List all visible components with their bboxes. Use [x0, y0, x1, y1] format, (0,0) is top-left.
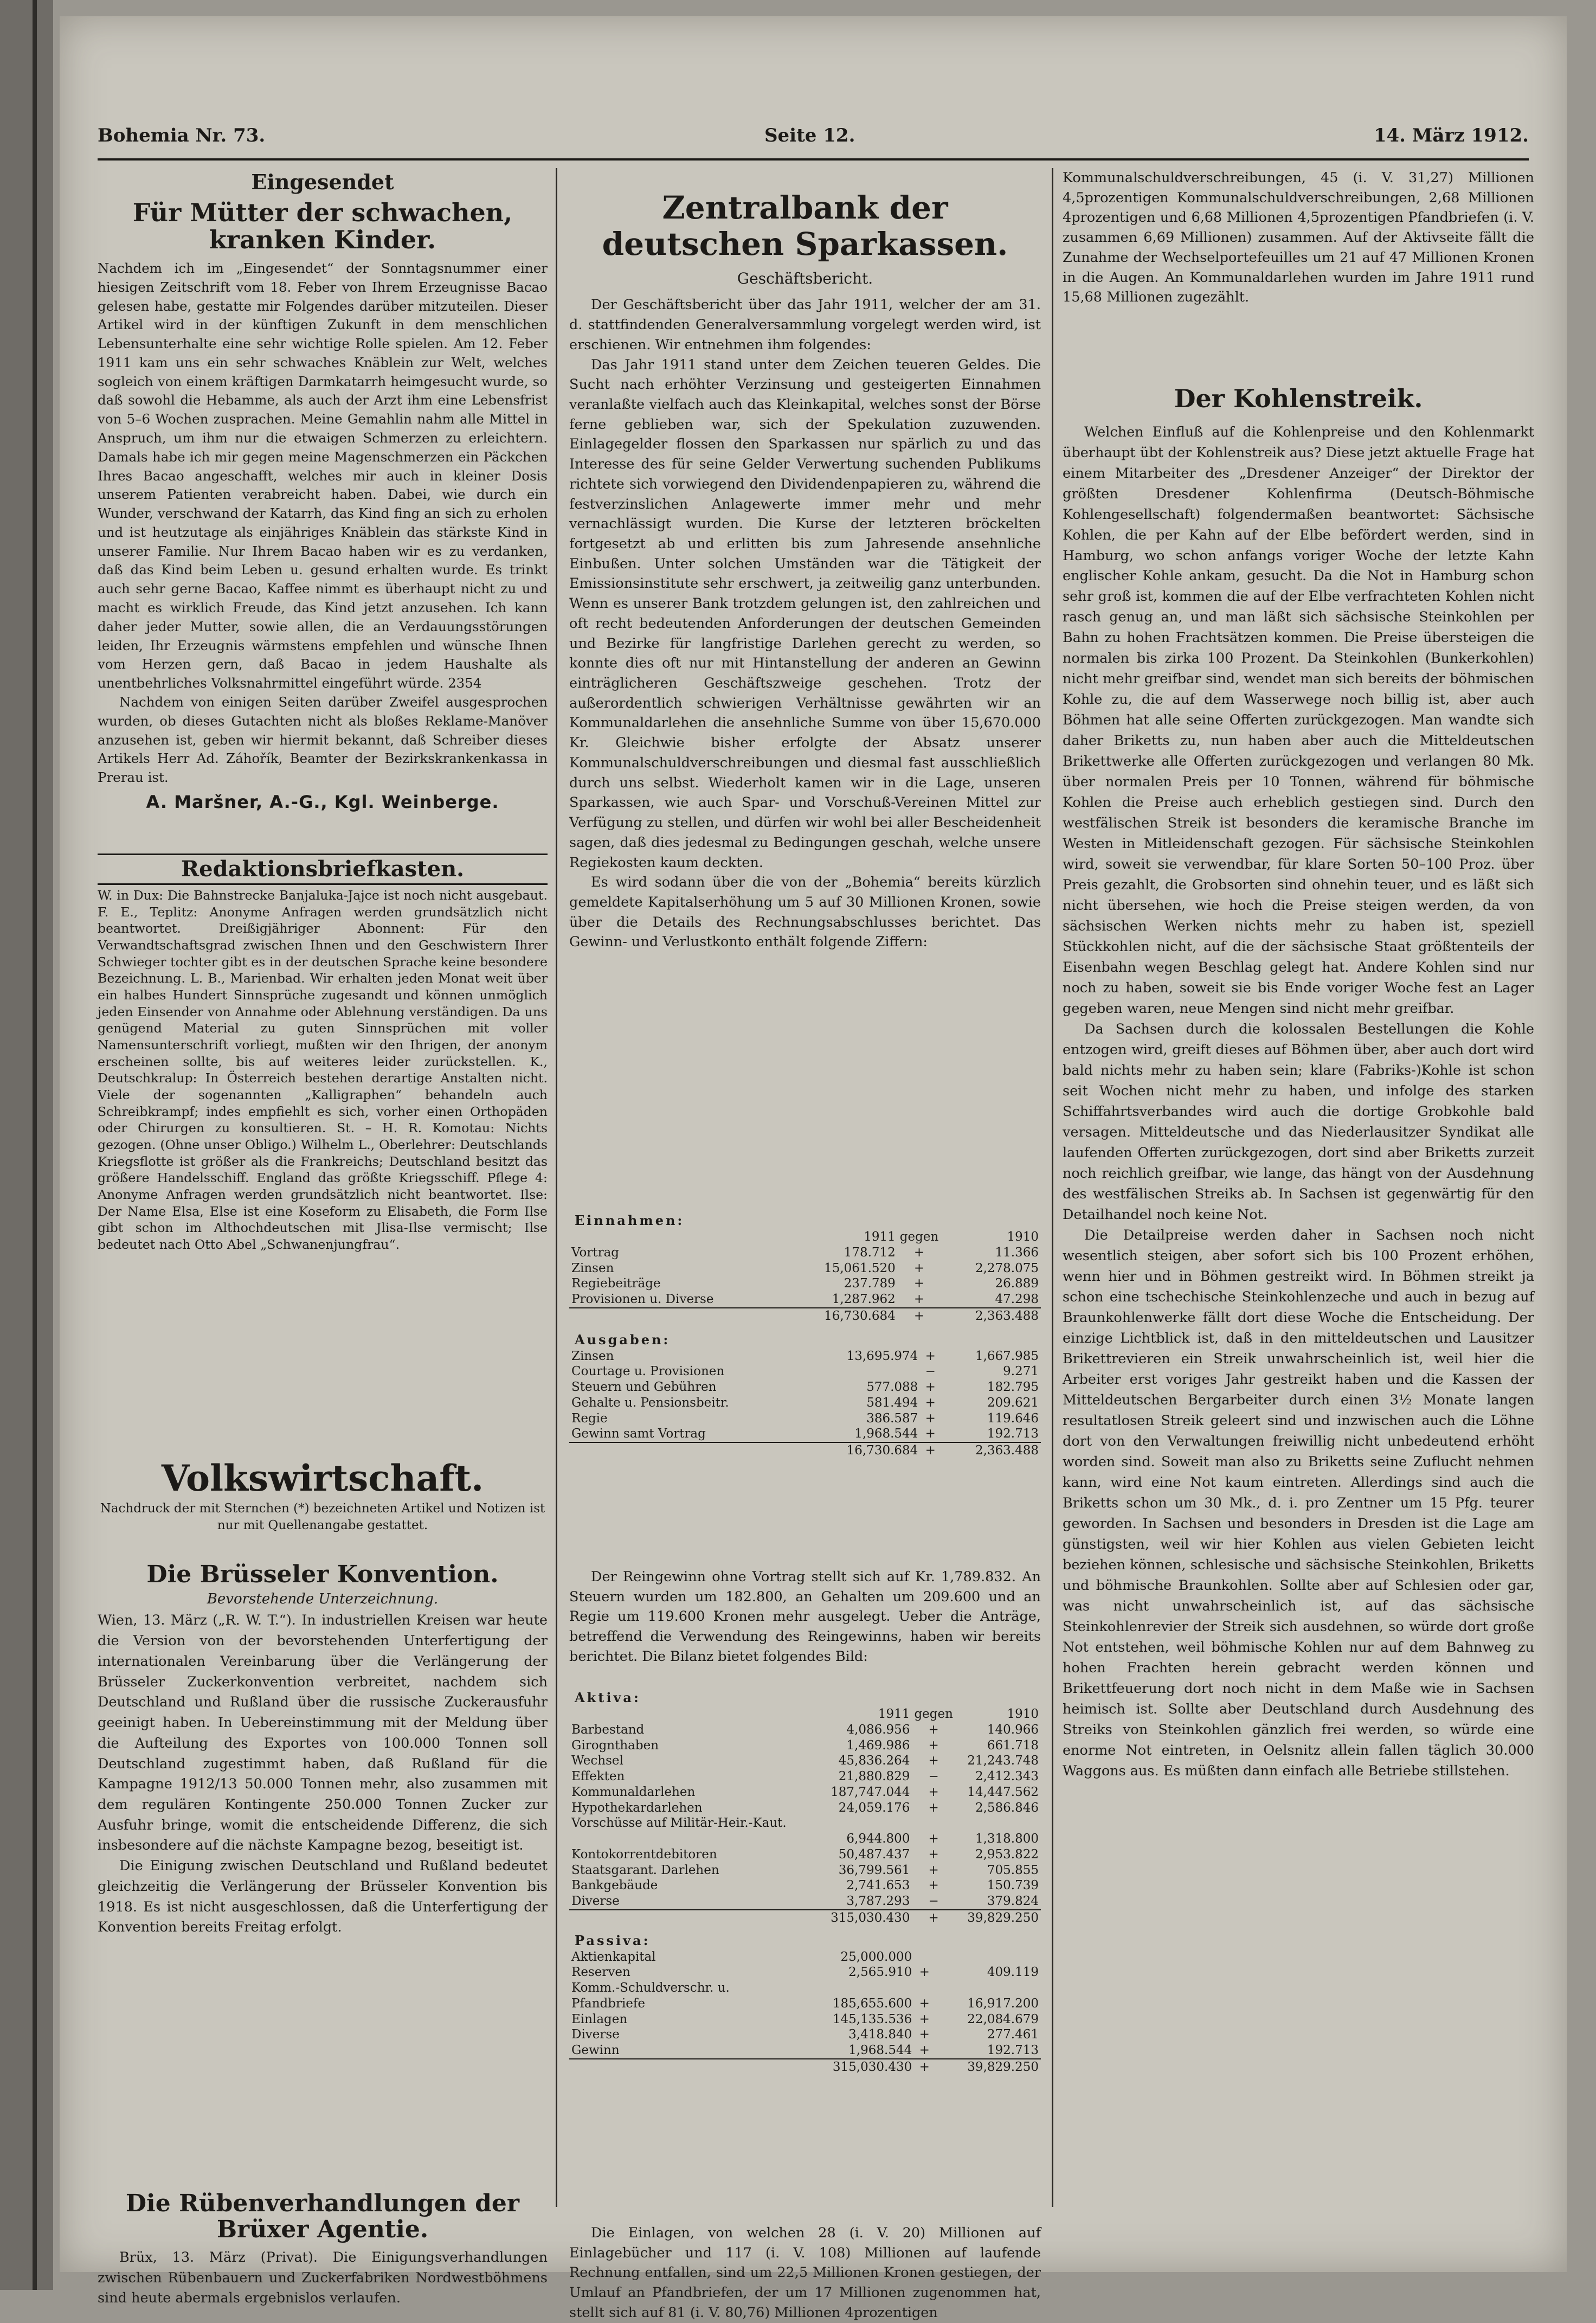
- table-einnahmen: [569, 1229, 1041, 1324]
- value-1911: 1,287.962: [832, 1292, 896, 1306]
- article-followup: Nachdem von einigen Seiten darüber Zweifel ausgesprochen wurden, ob dieses Gutachten nicht als bloßes Reklame-Manöver anzusehen ist, geben wir hiermit bekannt, daß Schreiber dieses Artikels Herr Ad. Záhořík, Beamter der Bezirkskrankenkassa in Prerau ist.: [98, 694, 548, 786]
- row-label: Zinsen: [571, 1349, 614, 1363]
- value-1911: 21,880.829: [838, 1769, 910, 1783]
- change-sign: +: [925, 1349, 936, 1363]
- change-sign: +: [919, 1996, 930, 2011]
- article-capital: Es wird sodann über die von der „Bohemia“ bereits kürzlich gemeldete Kapitalserhöhung um 5 auf 30 Millionen Kronen, sowie über die Details des Rechnungsabschlusses berichtet. Das Gewinn- und Verlustkonto enthält folgende Ziffern:: [569, 874, 1041, 951]
- table-column-headers: [569, 1706, 1041, 1722]
- section-label: Eingesendet: [251, 170, 394, 194]
- table-body: [569, 1245, 1041, 1308]
- row-label: Bankgebäude: [571, 1878, 658, 1893]
- table-row: [569, 1722, 1041, 1738]
- value-1910: 2,953.822: [975, 1847, 1039, 1862]
- value-1910: 11.366: [995, 1245, 1039, 1260]
- change-sign: −: [928, 1894, 939, 1908]
- table-row: [569, 1379, 1041, 1395]
- table-row: [569, 1261, 1041, 1276]
- value-1910: 21,243.748: [967, 1754, 1039, 1768]
- table-heading-ausgaben: Ausgaben:: [575, 1331, 671, 1347]
- value-1910: 379.824: [987, 1894, 1039, 1908]
- value-1911: 50,487.437: [838, 1847, 910, 1862]
- row-label: Kontokorrentdebitoren: [571, 1847, 717, 1862]
- table-row: [569, 1292, 1041, 1308]
- value-1910: 2,412.343: [975, 1769, 1039, 1783]
- section-title: Redaktionsbriefkasten.: [181, 856, 465, 882]
- row-label: Courtage u. Provisionen: [571, 1364, 725, 1379]
- total-op: +: [912, 1910, 955, 1926]
- row-label: Effekten: [571, 1769, 625, 1783]
- table-body: [569, 1349, 1041, 1443]
- table-total-row: [569, 1910, 1041, 1926]
- col-header-1910: 1910: [1007, 1707, 1039, 1721]
- table-body: [569, 1949, 1041, 2059]
- value-1910: 1,667.985: [975, 1349, 1039, 1363]
- table-row: [569, 1753, 1041, 1769]
- value-1910: 150.739: [987, 1878, 1039, 1893]
- value-1911: 24,059.176: [838, 1800, 910, 1815]
- total-op: +: [914, 2059, 935, 2075]
- total-1911: 16,730.684: [808, 1442, 920, 1459]
- row-label: Komm.-Schuldverschr. u.: [571, 1981, 730, 1995]
- value-1911: [797, 1980, 914, 1996]
- row-label: Girognthaben: [571, 1738, 659, 1753]
- total-op: +: [920, 1442, 941, 1459]
- column-divider: [556, 168, 557, 2207]
- change-sign: +: [928, 1832, 939, 1846]
- row-label: Provisionen u. Diverse: [571, 1292, 714, 1306]
- table-row: [569, 1878, 1041, 1894]
- col-header-gegen: gegen: [899, 1230, 939, 1244]
- change-sign: +: [925, 1380, 936, 1394]
- row-label: Vorschüsse auf Militär-Heir.-Kaut.: [571, 1816, 787, 1831]
- article-body: Brüx, 13. März (Privat). Die Einigungsverhandlungen zwischen Rübenbauern und Zuckerfabriken Nordwestböhmens sind heute abermals ergebnislos verlaufen.: [98, 2249, 548, 2307]
- change-sign: [914, 1949, 935, 1965]
- article-reingewinn: [569, 1567, 1041, 1667]
- value-1911: 187,747.044: [831, 1785, 910, 1799]
- value-1911: 178.712: [844, 1245, 896, 1260]
- advertiser-name: A. Maršner, A.-G., Kgl. Weinberge.: [146, 791, 499, 812]
- briefkasten-body: W. in Dux: Die Bahnstrecke Banjaluka-Jajce ist noch nicht ausgebaut. F. E., Teplitz: Anonyme Anfragen werden grundsätzlich nicht beantwortet. Dreißigjähriger Abonnent: Für den Verwandtschaftsgrad zwischen Ihnen und den Geschwistern Ihrer Schwieger tochter gibt es in der deutschen Sprache keine besondere Bezeichnung. L. B., Marienbad. Wir erhalten jeden Monat weit über ein halbes Hundert Sinnsprüche zugesandt und können unmöglich jeden Einsender von Annahme oder Ablehnung verständigen. Da uns genügend Material zu guten Sinnsprüchen mit voller Namensunterschrift vorliegt, mußten wir den Ihrigen, der anonym erscheinen sollte, bis auf weiteres leider zurückstellen. K., Deutschkralup: In Österreich bestehen derartige Anstalten nicht. Viele der sogenannten „Kalligraphen“ behandeln auch Schreibkrampf; indes empfiehlt es sich, vorher einen Orthopäden oder Chirurgen zu konsultieren. St. – H. R. Komotau: Nichts gezogen. (Ohne unser Obligo.) Wilhelm L., Oberlehrer: Deutschlands Kriegsflotte ist größer als die Frankreichs; Deutschland besitzt das größere Handelsschiff. England das größte Kriegsschiff. Pflege 4: Anonyme Anfragen werden grundsätzlich nicht beantwortet. Ilse: Der Name Elsa, Else ist eine Koseform zu Elisabeth, die Form Ilse gibt schon im Althochdeutschen mit Jlisa-Ilse vermischt; Ilse bedeutet nach Otto Abel „Schwanenjungfrau“.: [98, 888, 548, 1253]
- change-sign: +: [925, 1411, 936, 1426]
- section-eingesendet: [98, 171, 548, 812]
- scan-binding-margin: [0, 0, 53, 2290]
- table-row: [569, 1847, 1041, 1863]
- article-continued: [1063, 168, 1534, 307]
- value-1910: 14,447.562: [967, 1785, 1039, 1799]
- row-label: Diverse: [571, 2027, 620, 2042]
- value-1910: 209.621: [987, 1395, 1039, 1410]
- col-header-gegen: gegen: [914, 1707, 953, 1721]
- row-label: Regiebeiträge: [571, 1276, 661, 1291]
- total-1910: 39,829.250: [955, 1910, 1041, 1926]
- value-1910: 705.855: [987, 1863, 1039, 1877]
- change-sign: +: [928, 1754, 939, 1768]
- article-body: Die Einigung zwischen Deutschland und Rußland bedeutet gleichzeitig die Verlängerung der Brüsseler Konvention bis 1918. Es ist nicht ausgeschlossen, daß die Unterfertigung der Konvention bereits Freitag erfolgt.: [98, 1858, 548, 1936]
- table-row: [569, 1245, 1041, 1261]
- table-body: [569, 1722, 1041, 1910]
- row-label: Kommunaldarlehen: [571, 1785, 696, 1799]
- article-title: Zentralbank der deutschen Sparkassen.: [602, 189, 1008, 262]
- row-label: Gehalte u. Pensionsbeitr.: [571, 1395, 729, 1410]
- header-page-number: Seite 12.: [764, 125, 855, 146]
- header-rule: [98, 158, 1529, 161]
- row-label: Regie: [571, 1411, 608, 1426]
- value-1910: 2,586.846: [975, 1800, 1039, 1815]
- change-sign: +: [919, 2043, 930, 2057]
- total-1910: 39,829.250: [935, 2059, 1041, 2075]
- table-gewinn-verlust: [569, 1209, 1041, 1459]
- article-body: Die Detailpreise werden daher in Sachsen noch nicht wesentlich steigen, aber sofort sich bis 100 Prozent erhöhen, wenn hier und in Böhmen gestreikt wird. In Böhmen streikt ja schon eine tschechische Steinkohlenzeche und auch in bezug auf Braunkohlenwerke fällt dort diese Woche die Entscheidung. Der einzige Lichtblick ist, daß in den mitteldeutschen und Lausitzer Brikettrevieren ein Streik unwahrscheinlich ist, weil hier die Arbeiter erst voriges Jahr gestreikt haben und die Kassen der Mitteldeutschen Bergarbeiter durch einen 3½ Monate langen resultatlosen Streik geleert sind und inzwischen auch die Löhne dort von den Verwaltungen freiwillig nicht unbedeutend erhöht worden sind. Soweit man also zu Briketts seine Zuflucht nehmen kann, wird eine Not kaum eintreten. Allerdings sind auch die Briketts schon um 30 Mk., d. i. pro Zentner um 15 Pfg. teurer geworden. In Sachsen und besonders in Dresden ist die Lage am günstigsten, weil wir hier Kohlen aus vielen Gebieten leicht beziehen können, schlesische und sächsische Steinkohlen, Briketts und böhmische Braunkohlen. Sollte aber auf Schlesien oder gar, was nicht unwahrscheinlich ist, auf das sächsische Steinkohlenrevier der Streik sich ausdehnen, so würde dort große Not entstehen, weil böhmische Kohlen nur auf dem Bahnweg zu hohen Frachten herein gebracht werden können und Brikettfeuerung dort noch nicht in dem Maße wie in Sachsen heimisch ist. Sollte aber Deutschland durch Ausdehnung des Streiks von Steinkohlen gänzlich frei werden, so würde eine enorme Not eintreten, in Oelsnitz allein fallen täglich 30.000 Waggons aus. Es müßten dann einfach alle Betriebe stillstehen.: [1063, 1227, 1534, 1779]
- change-sign: +: [928, 1738, 939, 1753]
- value-1910: 182.795: [987, 1380, 1039, 1394]
- change-sign: +: [928, 1847, 939, 1862]
- table-heading-aktiva: Aktiva:: [575, 1690, 641, 1705]
- section-briefkasten: [98, 851, 548, 1253]
- table-row: [569, 2012, 1041, 2027]
- change-sign: −: [925, 1364, 936, 1379]
- table-row: [569, 1894, 1041, 1910]
- row-label: Wechsel: [571, 1754, 623, 1768]
- table-row: [569, 1426, 1041, 1442]
- value-1910: 26.889: [995, 1276, 1039, 1291]
- change-sign: +: [928, 1722, 939, 1737]
- table-aktiva: [569, 1706, 1041, 1926]
- table-row: [569, 2027, 1041, 2043]
- page-header: [98, 125, 1529, 157]
- header-date: 14. März 1912.: [1373, 125, 1529, 146]
- change-sign: +: [919, 2012, 930, 2026]
- value-1910: [955, 1815, 1041, 1831]
- article-body: Nachdem ich im „Eingesendet“ der Sonntagsnummer einer hiesigen Zeitschrift vom 18. Feber von Ihrem Erzeugnisse Bacao gelesen habe, gestatte mir Folgendes darüber mitzuteilen. Dieser Artikel wird in der künftigen Zukunft in dem menschlichen Lebensunterhalte eine sehr wichtige Rolle spielen. Am 12. Feber 1911 kam uns ein sehr schwaches Knäblein zur Welt, welches sogleich von einem kräftigen Darmkatarrh heimgesucht wurde, so daß sowohl die Hebamme, als auch der Arzt ihm eine Lebensfrist von 5–6 Wochen zusprachen. Meine Gemahlin nahm alle Mittel in Anspruch, um ihm nur die etwaigen Schmerzen zu erleichtern. Damals habe ich mir gegen meine Magenschmerzen ein Päckchen Ihres Bacao angeschafft, welches mir auch in kleiner Dosis unserem Patienten verabreicht haben. Dabei, wie durch ein Wunder, verschwand der Katarrh, das Kind fing an sich zu erholen und ist heutzutage als einjähriges Knäblein das stärkste Kind in unserer Familie. Nur Ihrem Bacao haben wir es zu verdanken, daß das Kind beim Leben u. gesund erhalten wurde. Es trinkt auch sehr gerne Bacao, Kaffee nimmt es überhaupt nicht zu und macht es wirklich Freude, das Kind jetzt anzusehen. Ich kann daher jeder Mutter, sowie allen, die an Verdauungsstörungen leiden, Ihr Erzeugnis wärmstens empfehlen und wünsche Ihnen vom Herzen gern, daß Bacao in jedem Haushalte als unentbehrliches Volksnahrmittel eingeführt würde. 2354: [98, 260, 548, 691]
- article-body: Kommunalschuldverschreibungen, 45 (i. V. 31,27) Millionen 4,5prozentigen Kommunalschuldverschreibungen, 2,68 Millionen 4prozentigen und 6,68 Millionen 4,5prozentigen Pfandbriefen (i. V. zusammen 6,69 Millionen) zusammen. Auf der Aktivseite fällt die Zunahme der Wechselportefeuilles um 21 auf 47 Millionen Kronen in die Augen. An Kommunaldarlehen wurden im Jahre 1911 rund 15,68 Millionen zugezählt.: [1063, 170, 1534, 306]
- row-label: Barbestand: [571, 1722, 645, 1737]
- article-body: Die Einlagen, von welchen 28 (i. V. 20) Millionen auf Einlagebücher und 117 (i. V. 108) Millionen auf laufende Rechnung entfallen, sind um 22,5 Millionen Kronen gestiegen, der Umlauf an Pfandbriefen, der um 17 Millionen zugenommen hat, stellt sich auf 81 (i. V. 80,76) Millionen 4prozentigen: [569, 2225, 1041, 2321]
- value-1911: 13,695.974: [846, 1349, 918, 1363]
- value-1911: 1,469.986: [846, 1738, 910, 1753]
- article-intro: Der Geschäftsbericht über das Jahr 1911, welcher der am 31. d. stattfindenden Generalversammlung vorgelegt werden wird, ist erschienen. Wir entnehmen ihm folgendes:: [569, 297, 1041, 353]
- change-sign: +: [928, 1785, 939, 1799]
- change-sign: −: [928, 1769, 939, 1783]
- change-sign: [912, 1815, 955, 1831]
- col-header-1910: 1910: [1007, 1230, 1039, 1244]
- value-1910: 16,917.200: [967, 1996, 1039, 2011]
- table-row: [569, 1863, 1041, 1878]
- change-sign: +: [919, 1965, 930, 1980]
- value-1910: 409.119: [987, 1965, 1039, 1980]
- value-1911: 185,655.600: [832, 1996, 912, 2011]
- row-label: Pfandbriefe: [571, 1996, 646, 2011]
- total-1911: 315,030.430: [797, 2059, 914, 2075]
- value-1911: 36,799.561: [838, 1863, 910, 1877]
- row-label: Vortrag: [571, 1245, 620, 1260]
- value-1910: [935, 1980, 1041, 1996]
- value-1910: 661.718: [987, 1738, 1039, 1753]
- change-sign: +: [913, 1292, 925, 1306]
- value-1911: 581.494: [866, 1395, 918, 1410]
- value-1911: 237.789: [844, 1276, 896, 1291]
- value-1911: 2,565.910: [848, 1965, 912, 1980]
- row-label: Hypothekardarlehen: [571, 1800, 703, 1815]
- reprint-note: Nachdruck der mit Sternchen (*) bezeichneten Artikel und Notizen ist nur mit Quellenangabe gestattet.: [100, 1501, 545, 1532]
- newspaper-page: [60, 16, 1567, 2321]
- row-label: Reserven: [571, 1965, 630, 1980]
- article-title: Die Rübenverhandlungen der Brüxer Agentie.: [125, 2190, 520, 2244]
- header-paper-issue: Bohemia Nr. 73.: [98, 125, 266, 146]
- value-1910: 277.461: [987, 2027, 1039, 2042]
- article-einlagen: [569, 2223, 1041, 2323]
- total-1911: 315,030.430: [818, 1910, 912, 1926]
- row-label: Gewinn samt Vortrag: [571, 1427, 706, 1441]
- value-1910: 2,278.075: [975, 1261, 1039, 1275]
- section-title: Volkswirtschaft.: [161, 1457, 484, 1499]
- value-1910: 1,318.800: [975, 1832, 1039, 1846]
- table-ausgaben: [569, 1349, 1041, 1459]
- table-total-row: [569, 1442, 1041, 1459]
- value-1910: 192.713: [987, 2043, 1039, 2057]
- table-heading-passiva: Passiva:: [575, 1932, 651, 1948]
- value-1911: 1,968.544: [854, 1427, 918, 1441]
- article-ruebenverhandlungen: [98, 2191, 548, 2309]
- article-body: Welchen Einfluß auf die Kohlenpreise und den Kohlenmarkt überhaupt übt der Kohlenstreik aus? Diese jetzt aktuelle Frage hat einem Mitarbeiter des „Dresdener Anzeiger“ der Direktor der größten Dresdener Kohlenfirma (Deutsch-Böhmische Kohlengesellschaft) folgendermaßen beantwortet: Sächsische Kohlen, die per Kahn auf der Elbe befördert werden, sind in Hamburg, wo schon anfangs voriger Woche der letzte Kahn englischer Kohle ankam, gesucht. Da die Not in Hamburg schon sehr groß ist, kommen die auf der Elbe verfrachteten Kohlen nicht rasch genug an, und man läßt sich sächsische Steinkohlen per Bahn zu hohen Frachtsätzen kommen. Die Preise übersteigen die normalen bis zirka 100 Prozent. Da Steinkohlen (Bunkerkohlen) nicht mehr greifbar sind, wendet man sich bereits der böhmischen Kohle zu, die auf dem Wasserwege noch billig ist, aber auch Böhmen hat alle seine Offerten zurückgezogen. Man wandte sich daher Briketts zu, nun haben aber auch die Mitteldeutschen Brikettwerke alle Offerten zurückgezogen und verlangen 80 Mk. über normalen Preis per 10 Tonnen, während für böhmische Kohlen die Preise auch erheblich gestiegen sind. Durch den westfälischen Streik ist besonders die keramische Branche im Westen in Mitleidenschaft gezogen. Für sächsische Steinkohlen wird, soweit sie verwendbar, für klare Sorten 50–100 Proz. über Preis gezahlt, die Grobsorten sind ohnehin teuer, und es läßt sich nicht übersehen, wie hoch die Preise steigen werden, da von sächsischen Werken nichts mehr zu haben ist, speziell Stückkohlen nicht, auf die der sächsische Staat größtenteils der Eisenbahn wegen Beschlag gelegt hat. Andere Kohlen sind nur noch zu haben, soweit sie bis Ende voriger Woche fest an Lager gegeben waren, neue Mengen sind nicht mehr greifbar.: [1063, 423, 1534, 1017]
- change-sign: [914, 1980, 935, 1996]
- row-label: Staatsgarant. Darlehen: [571, 1863, 719, 1877]
- table-row: [569, 1364, 1041, 1379]
- table-row: [569, 1738, 1041, 1754]
- section-rule: [98, 854, 548, 855]
- section-rule: [98, 883, 548, 885]
- article-title: Die Brüsseler Konvention.: [146, 1561, 499, 1588]
- table-row: [569, 1980, 1041, 1996]
- article-zentralbank: [569, 190, 1041, 952]
- article-kohlenstreik: [1063, 385, 1534, 1782]
- row-label: [569, 1831, 818, 1847]
- total-1910: 2,363.488: [941, 1442, 1041, 1459]
- table-row: [569, 1411, 1041, 1427]
- value-1910: 22,084.679: [967, 2012, 1039, 2026]
- table-row: [569, 1349, 1041, 1364]
- table-row: [569, 1800, 1041, 1816]
- article-title: Für Mütter der schwachen, kranken Kinder.: [132, 197, 513, 255]
- article-body: Da Sachsen durch die kolossalen Bestellungen die Kohle entzogen wird, greift dieses auf Böhmen über, aber auch dort wird bald nichts mehr zu haben sein; klare (Fabriks-)Kohle ist schon seit Wochen nicht mehr zu haben, und infolge des starken Schiffahrtsverbandes wird auch die dortige Grobkohle bald versagen. Mitteldeutsche und das Niederlausitzer Syndikat alle laufenden Offerten zurückgezogen, dort sind aber Briketts zurzeit noch reichlich greifbar, wie lange, das hängt von der Ausdehnung des westfälischen Streiks ab. In Sachsen ist gegenwärtig für den Detailhandel noch keine Not.: [1063, 1021, 1534, 1223]
- table-passiva: [569, 1949, 1041, 2075]
- table-row: [569, 1996, 1041, 2012]
- value-1911: 145,135.536: [832, 2012, 912, 2026]
- change-sign: +: [913, 1276, 925, 1291]
- col-header-1911: 1911: [878, 1707, 910, 1721]
- section-volkswirtschaft: [98, 1459, 548, 1534]
- change-sign: +: [913, 1245, 925, 1260]
- value-1911: 45,836.264: [838, 1754, 910, 1768]
- change-sign: +: [919, 2027, 930, 2042]
- table-row: [569, 1785, 1041, 1800]
- article-subtitle: Bevorstehende Unterzeichnung.: [207, 1591, 439, 1608]
- column-divider: [1052, 168, 1053, 2207]
- change-sign: +: [913, 1261, 925, 1275]
- value-1911: 25,000.000: [840, 1949, 912, 1964]
- value-1911: 15,061.520: [824, 1261, 896, 1275]
- value-1911: 3,418.840: [848, 2027, 912, 2042]
- value-1911: [808, 1364, 920, 1379]
- value-1911: 577.088: [866, 1380, 918, 1394]
- table-column-headers: [569, 1229, 1041, 1245]
- table-bilanz: [569, 1686, 1041, 2075]
- value-1911: 2,741.653: [846, 1878, 910, 1893]
- article-subtitle: Geschäftsbericht.: [737, 269, 873, 288]
- table-row: [569, 2043, 1041, 2059]
- table-row: [569, 1769, 1041, 1785]
- article-konvention: [98, 1562, 548, 1938]
- total-op: +: [898, 1308, 941, 1324]
- value-1911: [818, 1815, 912, 1831]
- article-body: Das Jahr 1911 stand unter dem Zeichen teueren Geldes. Die Sucht nach erhöhter Verzinsung und gesteigerten Einnahmen veranlaßte vielfach auch das Kleinkapital, welches sonst der Börse ferne geblieben war, sich der Spekulation zuzuwenden. Einlagegelder flossen den Sparkassen nur spärlich zu und das Interesse des für seine Gelder Verwertung suchenden Publikums richtete sich vorwiegend den Dividendenpapieren zu, während die festverzinslichen Anlagewerte immer mehr und mehr vernachlässigt wurden. Die Kurse der letzteren bröckelten fortgesetzt ab und erlitten bis zum Jahresende ansehnliche Einbußen. Unter solchen Umständen war die Tätigkeit der Emissionsinstitute sehr erschwert, ja zeitweilig ganz unterbunden. Wenn es unserer Bank trotzdem gelungen ist, den zahlreichen und oft recht bedeutenden Anforderungen der deutschen Gemeinden und Bezirke für langfristige Darlehen gerecht zu werden, so konnte dies oft nur mit Hintanstellung der anderen an Gewinn einträglicheren Geschäftszweige geschehen. Trotz der außerordentlich schwierigen Verhältnisse gewährten wir an Kommunaldarlehen die ansehnliche Summe von über 15,670.000 Kr. Gleichwie bisher erfolgte der Absatz unserer Kommunalschuldverschreibungen und diesmal fast ausschließlich durch uns selbst. Wiederholt kamen wir in die Lage, unseren Sparkassen, wie auch Spar- und Vorschuß-Vereinen Mittel zur Verfügung zu stellen, und dürfen wir wohl bei aller Bescheidenheit sagen, daß dies jedesmal zu Bedingungen geschah, welche unsere Regiekosten kaum deckten.: [569, 356, 1041, 871]
- change-sign: +: [928, 1863, 939, 1877]
- value-1910: 9.271: [1003, 1364, 1039, 1379]
- value-1910: 47.298: [995, 1292, 1039, 1306]
- table-heading-einnahmen: Einnahmen:: [575, 1212, 685, 1228]
- change-sign: +: [925, 1395, 936, 1410]
- table-total-row: [569, 1308, 1041, 1324]
- value-1910: 140.966: [987, 1722, 1039, 1737]
- total-1911: 16,730.684: [786, 1308, 897, 1324]
- value-1911: 386.587: [866, 1411, 918, 1426]
- row-label: Gewinn: [571, 2043, 620, 2057]
- total-1910: 2,363.488: [941, 1308, 1041, 1324]
- article-title: Der Kohlenstreik.: [1174, 384, 1423, 413]
- value-1911: 6,944.800: [846, 1832, 910, 1846]
- table-row: [569, 1276, 1041, 1292]
- table-row: [569, 1949, 1041, 1965]
- table-total-row: [569, 2059, 1041, 2075]
- table-row: [569, 1965, 1041, 1980]
- row-label: Einlagen: [571, 2012, 628, 2026]
- article-body: Wien, 13. März („R. W. T.“). In industriellen Kreisen war heute die Version von der bevorstehenden Unterfertigung der internationalen Vereinbarung über die Verlängerung der Brüsseler Zuckerkonvention verbreitet, nachdem sich Deutschland und Rußland über die russische Zuckerausfuhr geeinigt haben. In Uebereinstimmung mit der Meldung über die Aufteilung des Exportes von 100.000 Tonnen soll Deutschland zugestimmt haben, daß Rußland für die Kampagne 1912/13 50.000 Tonnen mehr, also zusammen mit dem regulären Kontingente 250.000 Tonnen Zucker zur Ausfuhr bringe, womit die entscheidende Differenz, die sich insbesondere auf die nächste Kampagne bezog, beseitigt ist.: [98, 1612, 548, 1854]
- article-body: Der Reingewinn ohne Vortrag stellt sich auf Kr. 1,789.832. An Steuern wurden um 182.800, an Gehalten um 209.600 und an Regie um 119.600 Kronen mehr ausgelegt. Ueber die Anträge, betreffend die Verwendung des Reingewinns, haben wir bereits berichtet. Die Bilanz bietet folgendes Bild:: [569, 1569, 1041, 1665]
- value-1910: 192.713: [987, 1427, 1039, 1441]
- value-1910: [935, 1949, 1041, 1965]
- col-header-1911: 1911: [864, 1230, 896, 1244]
- value-1911: 4,086.956: [846, 1722, 910, 1737]
- table-row: [569, 1815, 1041, 1831]
- value-1911: 3,787.293: [846, 1894, 910, 1908]
- row-label: Steuern und Gebühren: [571, 1380, 717, 1394]
- row-label: Zinsen: [571, 1261, 614, 1275]
- value-1910: 119.646: [987, 1411, 1039, 1426]
- row-label: Aktienkapital: [571, 1949, 656, 1964]
- value-1911: 1,968.544: [848, 2043, 912, 2057]
- change-sign: +: [928, 1800, 939, 1815]
- table-row: [569, 1395, 1041, 1411]
- row-label: Diverse: [571, 1894, 620, 1908]
- table-row: [569, 1831, 1041, 1847]
- change-sign: +: [925, 1427, 936, 1441]
- change-sign: +: [928, 1878, 939, 1893]
